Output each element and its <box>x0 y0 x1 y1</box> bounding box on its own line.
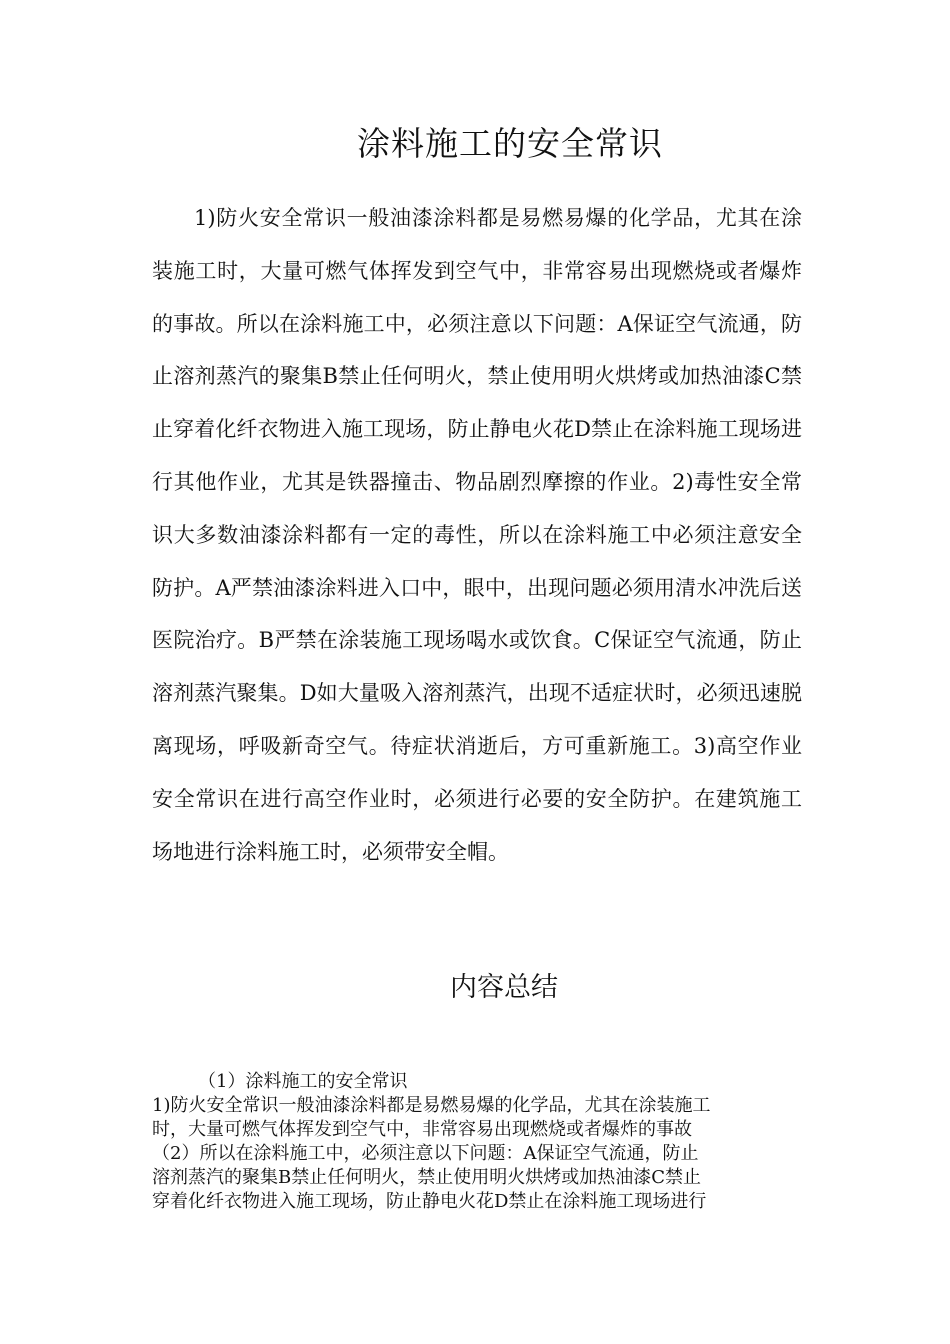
document-title: 涂料施工的安全常识 <box>357 124 663 163</box>
summary-line: 时，大量可燃气体挥发到空气中，非常容易出现燃烧或者爆炸的事故 <box>152 1119 692 1140</box>
summary-line: 1)防火安全常识一般油漆涂料都是易燃易爆的化学品，尤其在涂装施工 <box>152 1095 711 1116</box>
summary-title: 内容总结 <box>450 972 558 1003</box>
summary-line: 穿着化纤衣物进入施工现场，防止静电火花D禁止在涂料施工现场进行 <box>152 1191 707 1212</box>
document-body: 1)防火安全常识一般油漆涂料都是易燃易爆的化学品，尤其在涂装施工时，大量可燃气体挥发到空气中，非常容易出现燃烧或者爆炸的事故。所以在涂料施工中，必须注意以下问题：A保证空气流通，防止溶剂蒸汽的聚集B禁止任何明火，禁止使用明火烘烤或加热油漆C禁止穿着化纤衣物进入施工现场，防止静电火花D禁止在涂料施工现场进行其他作业，尤其是铁器撞击、物品剧烈摩擦的作业。2)毒性安全常识大多数油漆涂料都有一定的毒性，所以在涂料施工中必须注意安全防护。A严禁油漆涂料进入口中，眼中，出现问题必须用清水冲洗后送医院治疗。B严禁在涂装施工现场喝水或饮食。C保证空气流通，防止溶剂蒸汽聚集。D如大量吸入溶剂蒸汽，出现不适症状时，必须迅速脱离现场，呼吸新奇空气。待症状消逝后，方可重新施工。3)高空作业安全常识在进行高空作业时，必须进行必要的安全防护。在建筑施工场地进行涂料施工时，必须带安全帽。 <box>152 206 802 864</box>
summary-heading: （1）涂料施工的安全常识 <box>198 1071 408 1092</box>
summary-line: 溶剂蒸汽的聚集B禁止任何明火，禁止使用明火烘烤或加热油漆C禁止 <box>152 1167 701 1188</box>
summary-line: （2）所以在涂料施工中，必须注意以下问题：A保证空气流通，防止 <box>152 1143 699 1164</box>
summary-section <box>152 1070 800 1214</box>
